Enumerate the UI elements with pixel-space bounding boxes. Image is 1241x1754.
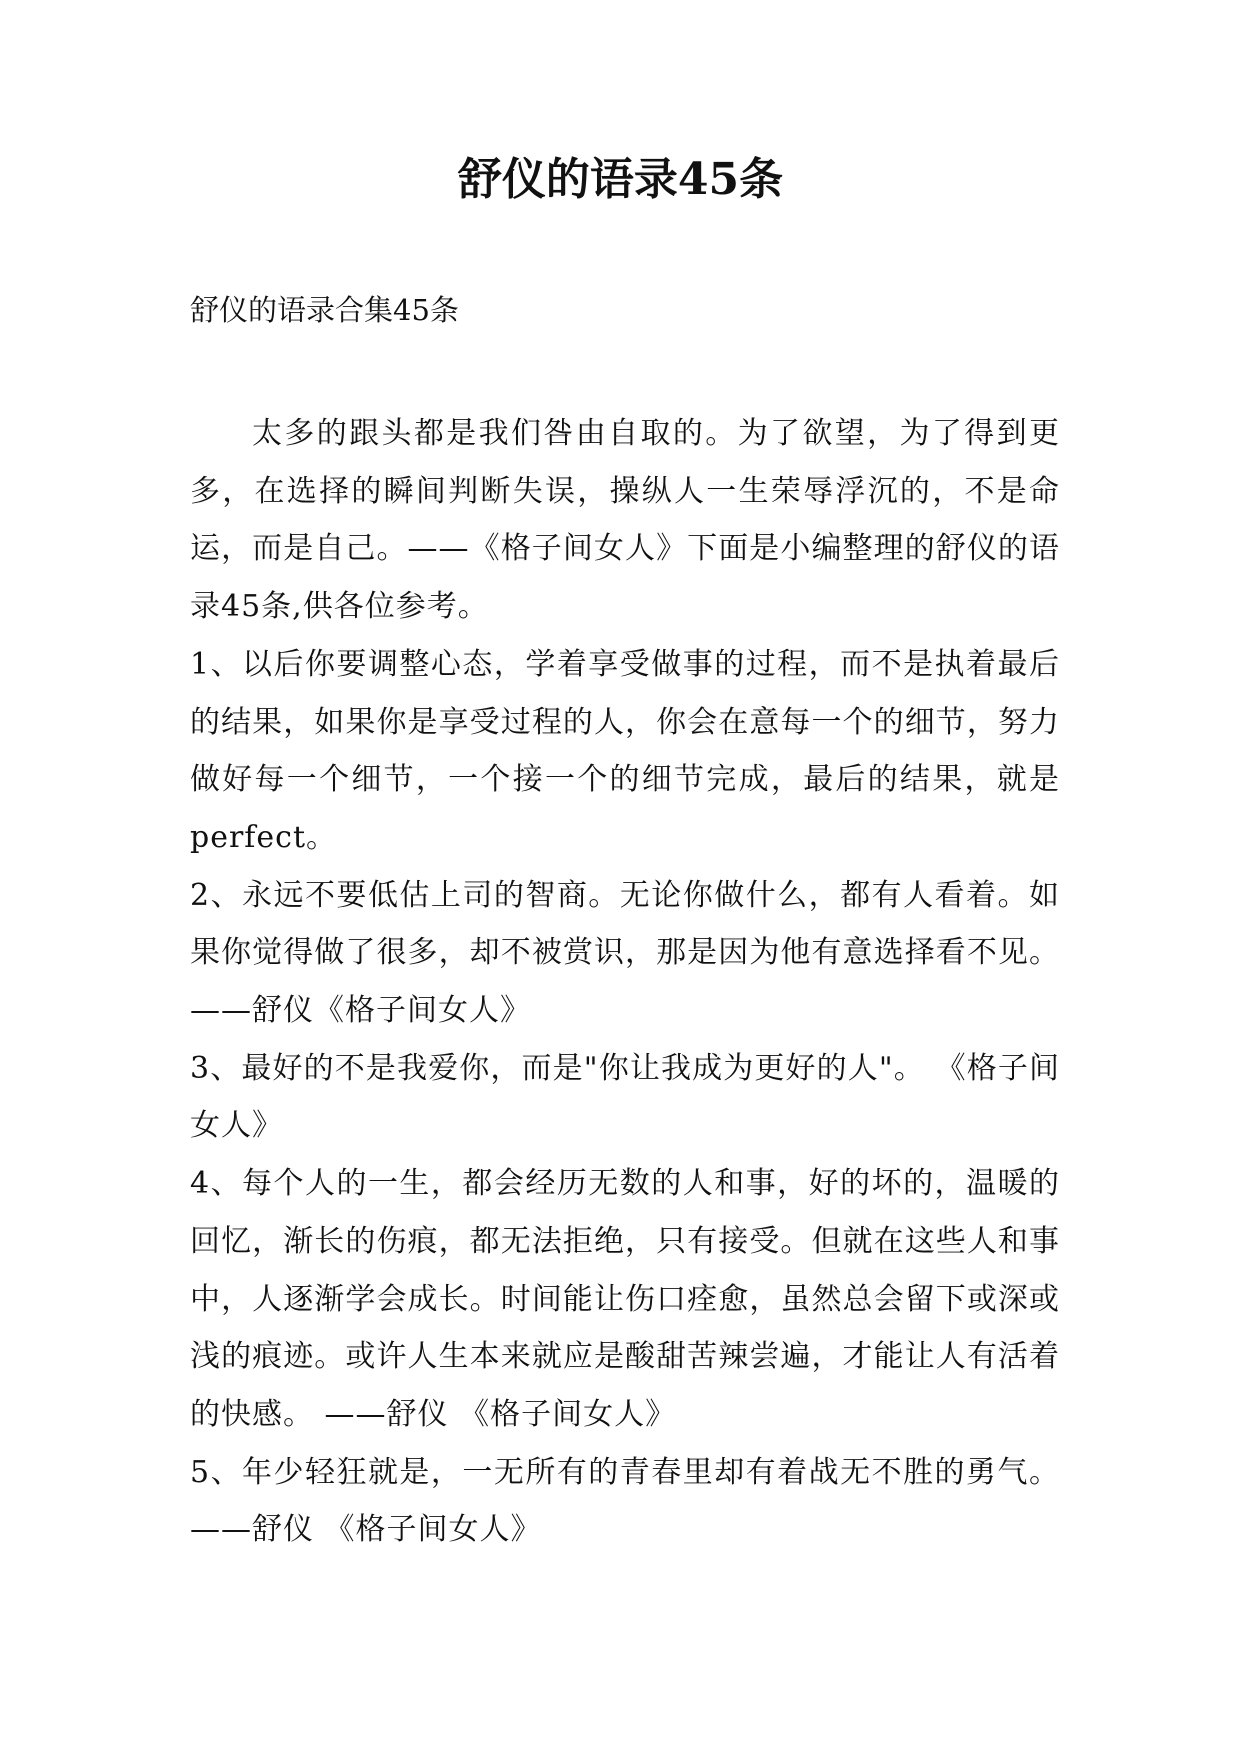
intro-paragraph: 太多的跟头都是我们咎由自取的。为了欲望，为了得到更多，在选择的瞬间判断失误，操纵人一生荣辱浮沉的，不是命运，而是自己。——《格子间女人》下面是小编整理的舒仪的语录45条,供各位参考。 — [190, 416, 1060, 625]
quote-item-3: 3、最好的不是我爱你，而是"你让我成为更好的人"。 《格子间女人》 — [190, 1050, 1060, 1144]
quote-item-2: 2、永远不要低估上司的智商。无论你做什么，都有人看着。如果你觉得做了很多，却不被赏识，那是因为他有意选择看不见。——舒仪《格子间女人》 — [190, 877, 1060, 1029]
document-subtitle: 舒仪的语录合集45条 — [190, 293, 459, 327]
quote-item-4: 4、每个人的一生，都会经历无数的人和事，好的坏的，温暖的回忆，渐长的伤痕，都无法拒绝，只有接受。但就在这些人和事中，人逐渐学会成长。时间能让伤口痊愈，虽然总会留下或深或浅的痕迹。或许人生本来就应是酸甜苦辣尝遍，才能让人有活着的快感。 ——舒仪 《格子间女人》 — [190, 1166, 1060, 1432]
quote-item-1: 1、以后你要调整心态，学着享受做事的过程，而不是执着最后的结果，如果你是享受过程的人，你会在意每一个的细节，努力做好每一个细节，一个接一个的细节完成，最后的结果，就是perfect。 — [190, 646, 1060, 855]
document-body — [190, 405, 1060, 1559]
quote-item-5: 5、年少轻狂就是，一无所有的青春里却有着战无不胜的勇气。 ——舒仪 《格子间女人》 — [190, 1454, 1060, 1548]
document-title: 舒仪的语录45条 — [457, 154, 784, 205]
